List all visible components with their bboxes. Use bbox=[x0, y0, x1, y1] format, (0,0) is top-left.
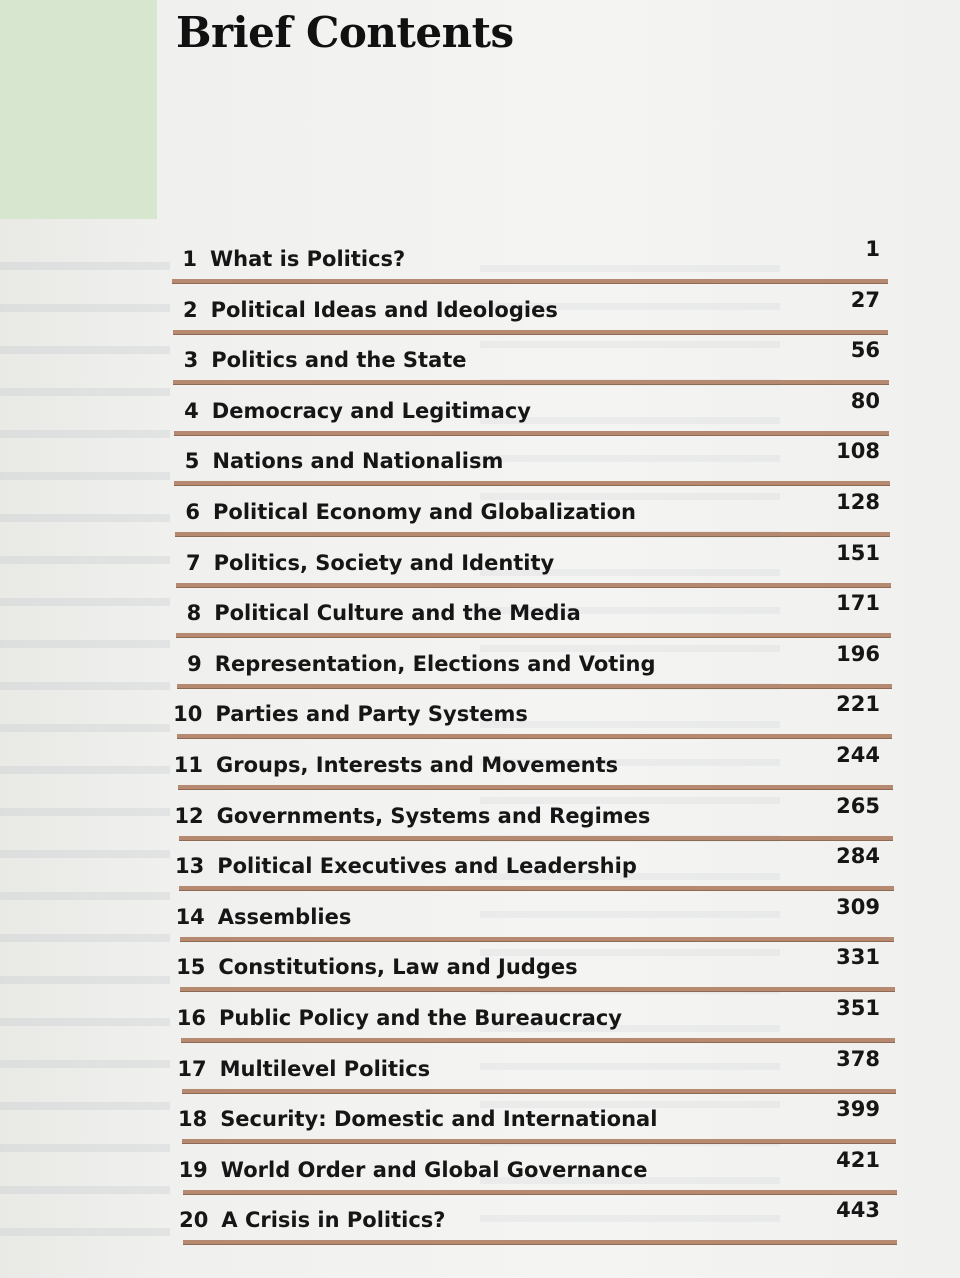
entry-divider bbox=[176, 633, 891, 638]
toc-entry bbox=[167, 752, 618, 778]
toc-entry bbox=[169, 904, 352, 930]
chapter-title: Politics and the State bbox=[211, 348, 467, 373]
chapter-title: Governments, Systems and Regimes bbox=[216, 803, 651, 828]
chapter-page-number: 196 bbox=[836, 641, 880, 666]
toc-entry bbox=[165, 600, 581, 626]
chapter-page-number: 56 bbox=[850, 338, 880, 363]
toc-entry bbox=[163, 398, 531, 424]
toc-entry bbox=[168, 803, 651, 829]
chapter-page-number: 399 bbox=[836, 1097, 880, 1122]
chapter-title: Political Culture and the Media bbox=[214, 601, 581, 626]
chapter-number: 13 bbox=[174, 854, 205, 879]
chapter-number: 17 bbox=[177, 1056, 207, 1081]
toc-entry bbox=[171, 1056, 431, 1082]
toc-entry bbox=[169, 954, 577, 980]
toc-entry bbox=[170, 1005, 622, 1031]
chapter-title: Public Policy and the Bureaucracy bbox=[219, 1006, 622, 1030]
chapter-number: 20 bbox=[179, 1208, 209, 1233]
chapter-title: Nations and Nationalism bbox=[212, 449, 504, 474]
chapter-title: What is Politics? bbox=[210, 247, 406, 271]
chapter-title: Politics, Society and Identity bbox=[213, 550, 555, 575]
entry-divider bbox=[178, 785, 893, 790]
chapter-title: Security: Domestic and International bbox=[220, 1107, 658, 1132]
chapter-number: 18 bbox=[177, 1107, 208, 1132]
chapter-title: Political Economy and Globalization bbox=[213, 500, 636, 524]
chapter-page-number: 351 bbox=[836, 996, 880, 1020]
chapter-number: 16 bbox=[176, 1006, 206, 1030]
chapter-page-number: 171 bbox=[836, 591, 880, 616]
entry-divider bbox=[176, 583, 891, 588]
toc-entry bbox=[163, 448, 503, 474]
chapter-page-number: 151 bbox=[836, 540, 880, 565]
chapter-title: Democracy and Legitimacy bbox=[211, 398, 531, 423]
chapter-number: 3 bbox=[183, 348, 199, 373]
chapter-page-number: 1 bbox=[865, 237, 880, 261]
toc-entry bbox=[168, 853, 637, 879]
toc-entry bbox=[171, 1106, 657, 1132]
chapter-number: 8 bbox=[186, 601, 202, 626]
chapter-page-number: 108 bbox=[836, 439, 880, 464]
toc-entry bbox=[162, 347, 466, 373]
toc-entry bbox=[166, 701, 527, 727]
chapter-title: Political Ideas and Ideologies bbox=[210, 297, 558, 322]
chapter-title: Political Executives and Leadership bbox=[217, 854, 637, 879]
entry-divider bbox=[182, 1139, 896, 1144]
toc-entry bbox=[161, 246, 405, 272]
chapter-number: 11 bbox=[173, 753, 203, 777]
chapter-title: Representation, Elections and Voting bbox=[214, 651, 656, 676]
entry-divider bbox=[183, 1190, 897, 1195]
entry-divider bbox=[179, 836, 894, 841]
chapter-page-number: 27 bbox=[850, 287, 880, 312]
chapter-number: 10 bbox=[173, 702, 203, 727]
chapter-page-number: 221 bbox=[836, 692, 880, 717]
chapter-number: 9 bbox=[187, 651, 202, 676]
entry-divider bbox=[173, 330, 889, 335]
toc-entry bbox=[165, 550, 555, 576]
entry-divider bbox=[172, 279, 888, 284]
entry-divider bbox=[173, 380, 889, 385]
entry-divider bbox=[174, 481, 890, 486]
page-title: Brief Contents bbox=[176, 8, 514, 57]
entry-divider bbox=[183, 1240, 897, 1245]
entry-divider bbox=[180, 937, 894, 942]
toc-entry bbox=[166, 651, 656, 677]
entry-divider bbox=[181, 1038, 895, 1043]
entry-divider bbox=[174, 431, 890, 436]
chapter-number: 7 bbox=[185, 550, 201, 575]
entry-divider bbox=[179, 886, 894, 891]
entry-divider bbox=[180, 987, 894, 992]
chapter-page-number: 309 bbox=[836, 894, 880, 919]
chapter-title: Parties and Party Systems bbox=[215, 702, 528, 727]
chapter-page-number: 80 bbox=[850, 388, 880, 413]
entry-divider bbox=[177, 684, 892, 689]
chapter-title: A Crisis in Politics? bbox=[221, 1208, 446, 1233]
chapter-page-number: 443 bbox=[836, 1198, 880, 1223]
chapter-page-number: 244 bbox=[836, 743, 880, 767]
chapter-number: 6 bbox=[185, 500, 200, 524]
chapter-page-number: 331 bbox=[836, 945, 880, 970]
chapter-number: 14 bbox=[175, 904, 205, 929]
chapter-number: 12 bbox=[174, 803, 204, 828]
toc-entry bbox=[172, 1157, 648, 1183]
chapter-number: 4 bbox=[184, 398, 199, 423]
entry-divider bbox=[182, 1089, 896, 1094]
toc-entry bbox=[162, 297, 558, 323]
entry-divider bbox=[175, 532, 890, 537]
chapter-page-number: 421 bbox=[836, 1147, 880, 1172]
entry-divider bbox=[177, 734, 892, 739]
toc-entry bbox=[172, 1207, 445, 1233]
chapter-page-number: 265 bbox=[836, 793, 880, 818]
chapter-number: 15 bbox=[176, 955, 206, 980]
chapter-page-number: 284 bbox=[836, 844, 880, 869]
toc-entry bbox=[164, 499, 636, 525]
chapter-title: Multilevel Politics bbox=[219, 1056, 431, 1081]
chapter-number: 1 bbox=[182, 247, 197, 271]
chapter-page-number: 128 bbox=[836, 490, 880, 514]
chapter-title: Constitutions, Law and Judges bbox=[218, 955, 578, 980]
chapter-title: Assemblies bbox=[217, 904, 352, 929]
chapter-number: 5 bbox=[184, 449, 200, 474]
chapter-page-number: 378 bbox=[836, 1046, 880, 1071]
chapter-title: World Order and Global Governance bbox=[220, 1157, 648, 1182]
chapter-number: 2 bbox=[182, 297, 198, 322]
chapter-number: 19 bbox=[178, 1157, 208, 1182]
chapter-title: Groups, Interests and Movements bbox=[216, 753, 619, 777]
